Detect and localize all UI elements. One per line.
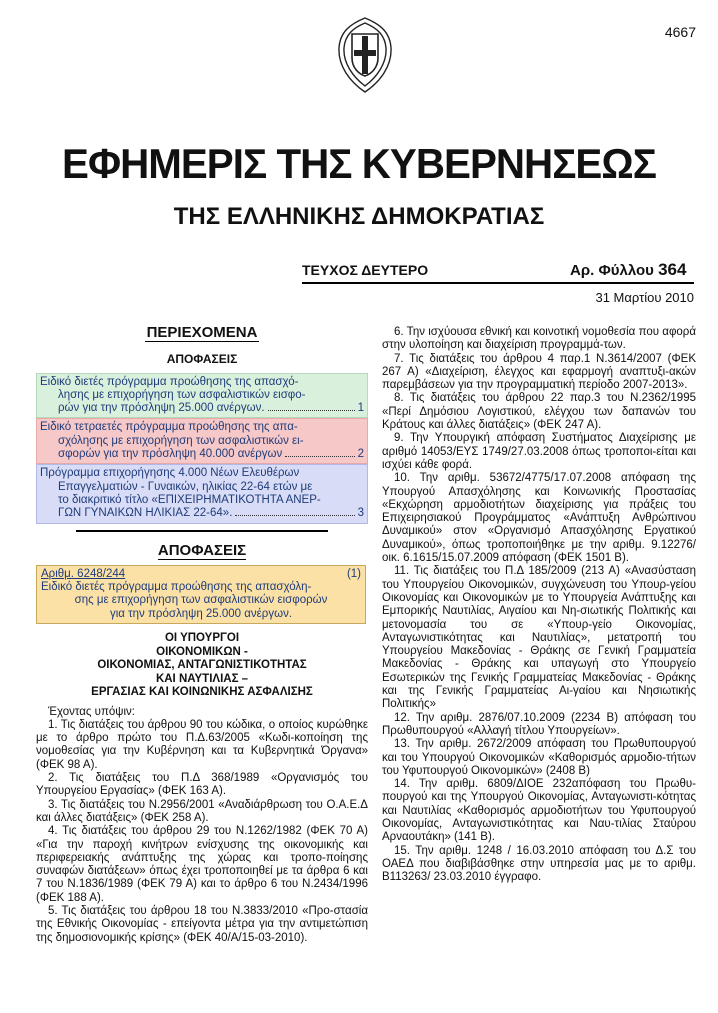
contents-heading: ΠΕΡΙΕΧΟΜΕΝΑ	[146, 324, 258, 341]
toc-page: 2	[357, 448, 364, 461]
body-paragraph: 13. Την αριθμ. 2672/2009 απόφαση του Πρωθυπουργού και του Υπουργού Οικονομικών «Καθορισμός αρμοδιο-τήτων του Υφυπουργού Οικονομικών» (2408 Β)	[382, 738, 696, 777]
toc-leader	[235, 507, 354, 516]
decision-ref-link[interactable]: Αριθμ. 6248/244	[41, 567, 126, 580]
ministers-line: ΕΡΓΑΣΙΑΣ ΚΑΙ ΚΟΙΝΩΝΙΚΗΣ ΑΣΦΑΛΙΣΗΣ	[91, 686, 313, 699]
decision-line: σης με επιχορήγηση των ασφαλιστικών εισφορών	[74, 594, 328, 607]
toc-page: 3	[357, 507, 364, 520]
toc-entry[interactable]	[36, 373, 368, 419]
toc-line: Ειδικό τετραετές πρόγραμμα προώθησης της απα-	[40, 421, 298, 434]
decisions-heading: ΑΠΟΦΑΣΕΙΣ	[157, 541, 247, 559]
contents-subheading: ΑΠΟΦΑΣΕΙΣ	[166, 352, 238, 367]
right-column	[382, 326, 696, 884]
greek-coat-of-arms-icon	[330, 14, 400, 96]
sheet-label: Αρ. Φύλλου	[570, 262, 654, 279]
body-paragraph: 2. Τις διατάξεις του Π.Δ 368/1989 «Οργανισμός του Υπουργείου Εργασίας» (ΦΕΚ 163 Α).	[36, 772, 368, 798]
page-number: 4667	[664, 24, 696, 40]
issue-label: ΤΕΥΧΟΣ ΔΕΥΤΕΡΟ	[302, 262, 429, 278]
body-paragraph: 11. Τις διατάξεις του Π.Δ 185/2009 (213 Α) «Ανασύσταση του Υπουργείου Οικονομικών, συγχώνευση του Υπουρ-γείου Οικονομίας και Οικονομικών με το Υπουργεία Ανάπτυξης και Εμπορικής Ναυτιλίας, Αιγαίου και Νη-σιωτικής Πολιτικής και μετονομασία του σε «Υπουρ-γείο Οικονομίας, Ανταγωνιστικότητας και Ναυτιλίας», μετατροπή του Υπουργείου Μακεδονίας - Θράκης σε Γενική Γραμματεία Μακεδονίας - Θράκης και υπαγωγή στο Υπουργείο Εσωτερικών της Γενικής Γραμματείας Μακεδονίας - Θράκης και της Γενικής Γραμματείας Αι-γαίου και Νησιωτικής Πολιτικής»	[382, 565, 696, 711]
body-paragraph: 7. Τις διατάξεις του άρθρου 4 παρ.1 Ν.3614/2007 (ΦΕΚ 267 Α) «Διαχείριση, έλεγχος και εφαρμογή αναπτυξι-ακών παρεμβάσεων για την προγραμματική περίοδο 2007-2013».	[382, 352, 696, 392]
gazette-title: ΕΦΗΜΕΡΙΣ ΤΗΣ ΚΥΒΕΡΝΗΣΕΩΣ	[62, 140, 656, 187]
body-paragraph: 12. Την αριθμ. 2876/07.10.2009 (2234 Β) απόφαση του Πρωθυπουργού «Αλλαγή τίτλου Υπουργείων».	[382, 711, 696, 737]
decision-line: για την πρόσληψη 25.000 ανέργων.	[109, 607, 293, 620]
ministers-line: ΚΑΙ ΝΑΥΤΙΛΙΑΣ –	[155, 672, 249, 685]
toc-page: 1	[357, 402, 364, 415]
left-column	[36, 326, 368, 945]
toc-last-line	[40, 402, 364, 415]
body-paragraph: 10. Την αριθμ. 53672/4775/17.07.2008 απόφαση της Υπουργού Απασχόλησης και Κοινωνικής Προστασίας «Εκχώρηση αρμοδιοτήτων διαχείρισης για πράξεις του Επιχειρησιακού Προγράμματος «Ανάπτυξη Ανθρώπινου Δυναμικού» στον «Οργανισμό Απασχόλησης Εργατικού Δυναμικού», όπως τροποποιήθηκε με την αριθμ. 9.12276/ οικ. 6.1615/15.07.2009 απόφαση (ΦΕΚ 1501 Β).	[382, 472, 696, 565]
body-paragraph: 5. Τις διατάξεις του άρθρου 18 του Ν.3833/2010 «Προ-στασία της Εθνικής Οικονομίας - επείγοντα μέτρα για την αντιμετώπιση της δημοσιονομικής κρίσης» (ΦΕΚ 40/Α/15-03-2010).	[36, 905, 368, 944]
gazette-subtitle: ΤΗΣ ΕΛΛΗΝΙΚΗΣ ΔΗΜΟΚΡΑΤΙΑΣ	[173, 203, 545, 230]
toc-leader	[268, 402, 355, 411]
toc-entry[interactable]	[36, 464, 368, 523]
decision-line: Ειδικό διετές πρόγραμμα προώθησης της απασχόλη-	[41, 581, 312, 594]
body-paragraph: 1. Τις διατάξεις του άρθρου 90 του κώδικα, ο οποίος κυρώθηκε με το άρθρο πρώτο του Π.Δ.63/2005 «Κωδι-κοποίηση της νομοθεσίας για την Κυβέρνηση και τα Κυβερνητικά Όργανα» (ΦΕΚ 98 Α).	[36, 718, 368, 771]
body-paragraph: 14. Την αριθμ. 6809/ΔΙΟΕ 232απόφαση του Πρωθυ-πουργού και της Υπουργού Οικονομίας, Ανταγωνιστι-κότητας και Ναυτιλίας «Καθορισμός αρμοδιοτήτων του Υφυπουργού Οικονομίας, Ανταγωνιστικότητας και Ναυ-τιλίας Σταύρου Αρναουτάκη» (141 Β).	[382, 778, 696, 844]
toc-line: λησης με επιχορήγηση των ασφαλιστικών εισφο-	[58, 388, 306, 401]
body-paragraph: 6. Την ισχύουσα εθνική και κοινοτική νομοθεσία που αφορά στην υλοποίηση και διαχείριση προγραμμά-των.	[382, 326, 696, 352]
toc-last-line	[40, 448, 364, 461]
decision-box[interactable]	[36, 565, 366, 624]
toc-last-line	[40, 507, 364, 520]
toc-entry[interactable]	[36, 418, 368, 464]
sheet-number	[570, 260, 686, 280]
body-paragraph: 15. Την αριθμ. 1248 / 16.03.2010 απόφαση του Δ.Σ του ΟΑΕΔ που διαβιβάσθηκε στην υπηρεσία μας με το αριθμ. Β113263/ 23.03.2010 έγγραφο.	[382, 844, 696, 884]
decision-ref-number: (1)	[346, 567, 361, 580]
toc-leader	[285, 448, 354, 457]
body-paragraph: Έχοντας υπόψιν:	[48, 705, 135, 718]
toc-line: ΓΩΝ ΓΥΝΑΙΚΩΝ ΗΛΙΚΙΑΣ 22-64».	[58, 507, 233, 520]
body-paragraph: 8. Τις διατάξεις του άρθρου 22 παρ.3 του Ν.2362/1995 «Περί Δημόσιου Λογιστικού, ελέγχου των δαπανών του Κράτους και άλλες διατάξεις» (ΦΕΚ 247 Α).	[382, 392, 696, 432]
body-paragraph: 3. Τις διατάξεις του Ν.2956/2001 «Αναδιάρθρωση του Ο.Α.Ε.Δ και άλλες διατάξεις» (ΦΕΚ 258 Α).	[36, 798, 368, 824]
ministers-line: ΟΙΚΟΝΟΜΙΑΣ, ΑΝΤΑΓΩΝΙΣΤΙΚΟΤΗΤΑΣ	[97, 659, 307, 672]
section-divider	[76, 530, 328, 532]
toc-line: Πρόγραμμα επιχορήγησης 4.000 Νέων Ελευθέρων	[40, 467, 300, 480]
sheet-number-value: 364	[658, 260, 687, 279]
toc-line: το διακριτικό τίτλο «ΕΠΙΧΕΙΡΗΜΑΤΙΚΟΤΗΤΑ ΑΝΕΡ-	[58, 493, 321, 506]
ministers-line: ΟΙ ΥΠΟΥΡΓΟΙ	[164, 632, 240, 645]
toc-line: ρών για την πρόσληψη 25.000 ανέργων.	[58, 402, 265, 415]
toc-line: σχόλησης με επιχορήγηση των ασφαλιστικών ει-	[58, 434, 304, 447]
header-rule	[302, 282, 694, 284]
toc-line: Επαγγελματιών - Γυναικών, ηλικίας 22-64 ετών με	[58, 480, 313, 493]
toc-line: σφορών για την πρόσληψη 40.000 ανέργων	[58, 448, 283, 461]
issue-date: 31 Μαρτίου 2010	[595, 290, 694, 305]
body-paragraph: 4. Τις διατάξεις του άρθρου 29 του Ν.1262/1982 (ΦΕΚ 70 Α) «Για την παροχή κινήτρων ενίσχυσης της οικονομικής και περιφερειακής ανάπτυξης της χώρας και τροπο-ποίησης συναφών διατάξεων» όπως έχει τροποποιηθεί με τα άρθρα 6 και 7 του Ν.1836/1989 (ΦΕΚ 79 Α) και το άρθρο 6 του Ν.2434/1996 (ΦΕΚ 188 Α).	[36, 825, 368, 904]
body-paragraph: 9. Την Υπουργική απόφαση Συστήματος Διαχείρισης με αριθμό 14053/ΕΥΣ 1749/27.03.2008 όπως τροποποι-είται και ισχύει κάθε φορά.	[382, 432, 696, 471]
ministers-line: ΟΙΚΟΝΟΜΙΚΩΝ -	[156, 645, 248, 658]
toc-line: Ειδικό διετές πρόγραμμα προώθησης της απασχό-	[40, 375, 299, 388]
ministers-block	[36, 632, 368, 700]
